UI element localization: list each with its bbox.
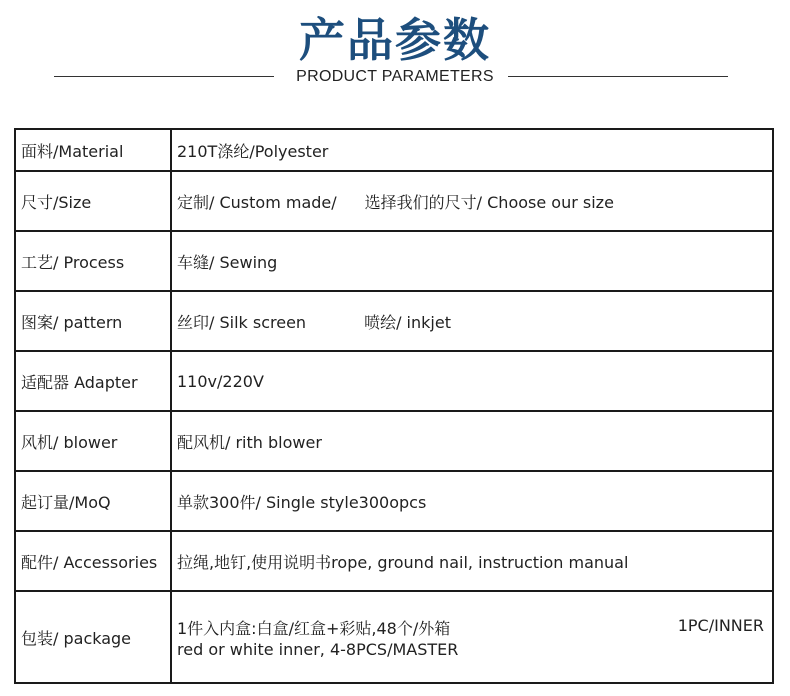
param-label: 面料/Material — [15, 129, 171, 171]
table-row — [15, 291, 773, 351]
param-value-part: 喷绘/ inkjet — [364, 312, 451, 332]
param-value: 拉绳,地钉,使用说明书rope, ground nail, instruction manual — [171, 531, 773, 591]
param-value-part: 选择我们的尺寸/ Choose our size — [364, 192, 614, 212]
table-row — [15, 471, 773, 531]
param-value: 210T涤纶/Polyester — [171, 129, 773, 171]
param-value-part: red or white inner, 4-8PCS/MASTER — [177, 639, 459, 659]
package-line-1 — [177, 616, 772, 638]
table-row — [15, 171, 773, 231]
subtitle-row — [0, 64, 790, 90]
param-label: 配件/ Accessories — [15, 531, 171, 591]
param-value — [171, 291, 773, 351]
param-label: 尺寸/Size — [15, 171, 171, 231]
param-label: 起订量/MoQ — [15, 471, 171, 531]
param-value-part: 丝印/ Silk screen — [177, 312, 307, 332]
table-row — [15, 591, 773, 683]
parameters-table — [14, 128, 774, 684]
param-value — [171, 591, 773, 683]
param-value-part: 1件入内盒:白盒/红盒+彩贴,48个/外箱 — [177, 618, 451, 638]
page-title-cn: 产品参数 — [299, 13, 491, 67]
table-row — [15, 531, 773, 591]
param-value: 单款300件/ Single style300opcs — [171, 471, 773, 531]
subtitle-divider-right — [508, 76, 728, 77]
param-label: 图案/ pattern — [15, 291, 171, 351]
table-row — [15, 411, 773, 471]
table-row — [15, 231, 773, 291]
param-value — [171, 171, 773, 231]
page-subtitle-en: PRODUCT PARAMETERS — [296, 68, 494, 85]
param-value-part: 1PC/INNER — [677, 615, 764, 635]
param-label: 风机/ blower — [15, 411, 171, 471]
table-row — [15, 129, 773, 171]
param-label: 包装/ package — [15, 591, 171, 683]
param-value-part: 定制/ Custom made/ — [177, 192, 337, 212]
param-label: 适配器 Adapter — [15, 351, 171, 411]
table-row — [15, 351, 773, 411]
param-label: 工艺/ Process — [15, 231, 171, 291]
param-value: 110v/220V — [171, 351, 773, 411]
param-value: 配风机/ rith blower — [171, 411, 773, 471]
param-value: 车缝/ Sewing — [171, 231, 773, 291]
